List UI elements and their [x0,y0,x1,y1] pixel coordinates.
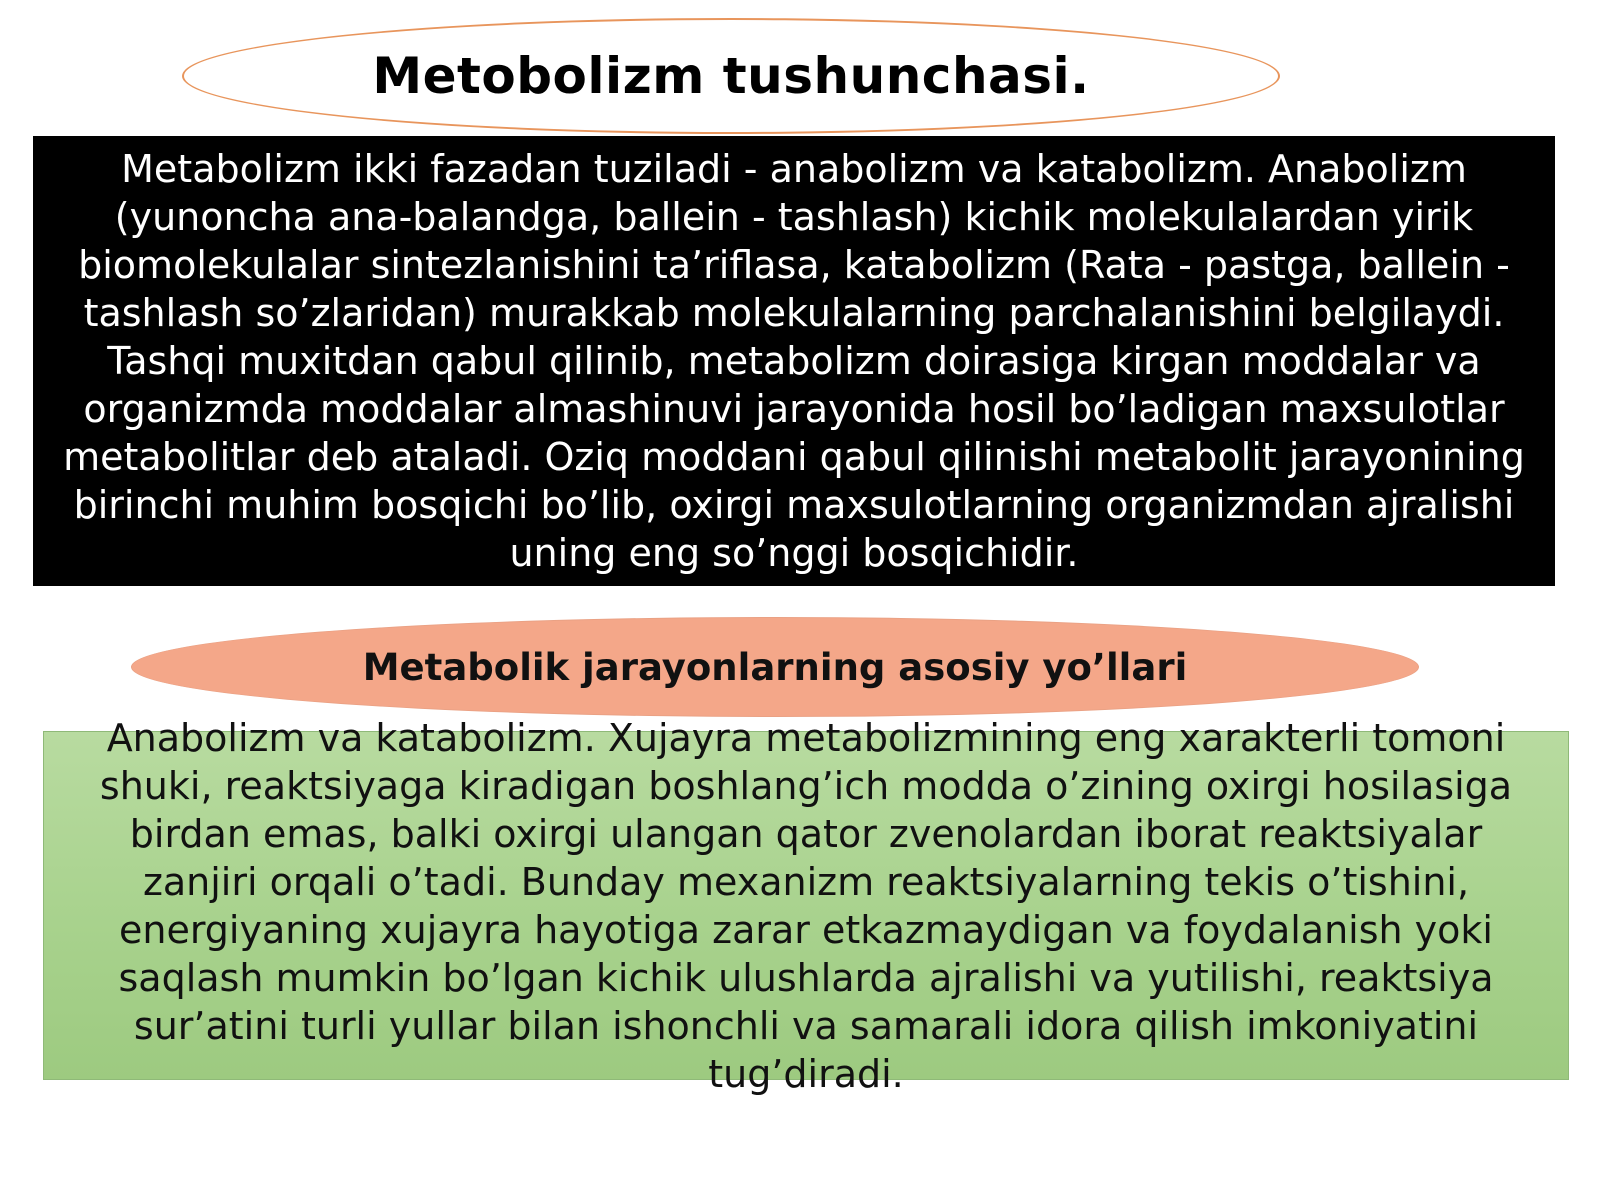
slide-title: Metobolizm tushunchasi. [372,47,1090,105]
intro-text-box [33,136,1555,586]
section-subtitle: Metabolik jarayonlarning asosiy yo’llari [362,645,1188,689]
intro-paragraph: Metabolizm ikki fazadan tuziladi - anabolizm va katabolizm. Anabolizm (yunoncha ana-balandga, ballein - tashlash) kichik molekulalardan yirik biomolekulalar sintezlanishini ta’riflasa, katabolizm (Rata - pastga, ballein - tashlash so’zlaridan) murakkab molekulalarning parchalanishini belgilaydi. Tashqi muxitdan qabul qilinib, metabolizm doirasiga kirgan moddalar va organizmda moddalar almashinuvi jarayonida hosil bo’ladigan maxsulotlar metabolitlar deb ataladi. Oziq moddani qabul qilinishi metabolit jarayonining birinchi muhim bosqichi bo’lib, oxirgi maxsulotlarning organizmdan ajralishi uning eng so’nggi bosqichidir. [63,147,1525,575]
detail-paragraph: Anabolizm va katabolizm. Xujayra metabolizmining eng xarakterli tomoni shuki, reaktsiyaga kiradigan boshlang’ich modda o’zining oxirgi hosilasiga birdan emas, balki oxirgi ulangan qator zvenolardan iborat reaktsiyalar zanjiri orqali o’tadi. Bunday mexanizm reaktsiyalarning tekis o’tishini, energiyaning xujayra hayotiga zarar etkazmaydigan va foydalanish yoki saqlash mumkin bo’lgan kichik ulushlarda ajralishi va yutilishi, reaktsiya sur’atini turli yullar bilan ishonchli va samarali idora qilish imkoniyatini tug’diradi. [99,715,1513,1096]
title-ellipse [182,18,1280,134]
subtitle-ellipse [131,617,1419,717]
detail-text-box [43,715,1569,1096]
